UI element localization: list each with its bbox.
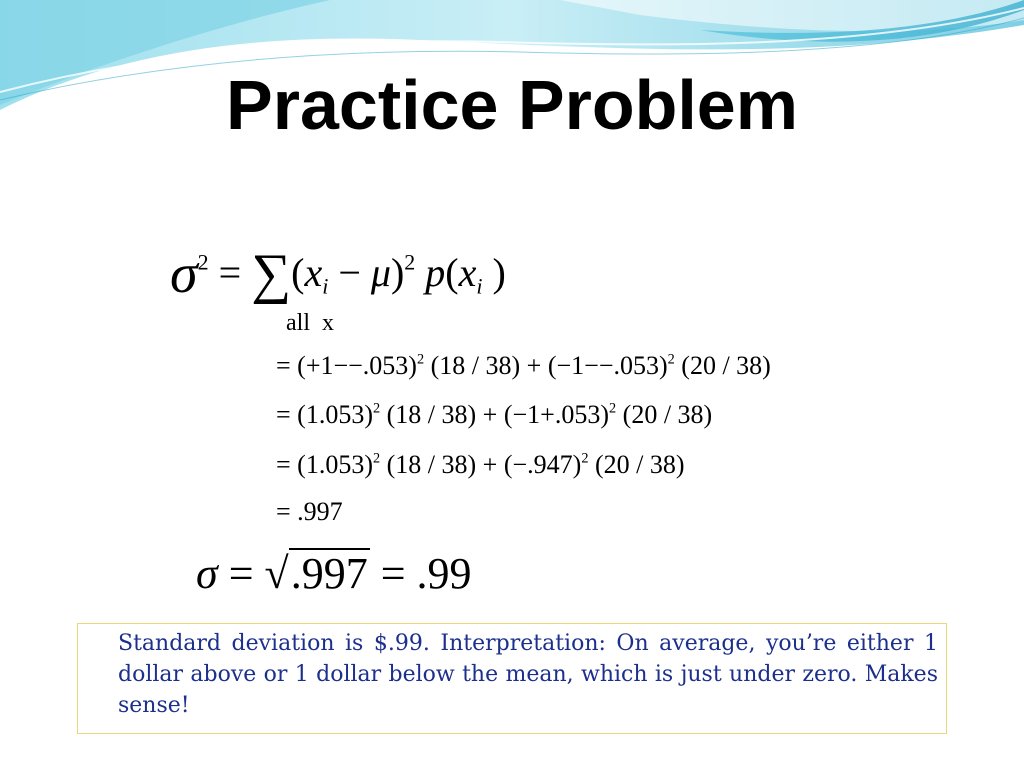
- step-1-part-b: (18 / 38) + (−1−−.053): [424, 351, 668, 380]
- final-result: .99: [416, 549, 472, 598]
- step-3-exp-1: 2: [372, 450, 381, 467]
- step-1-exp-2: 2: [667, 351, 675, 368]
- sigma-symbol: σ: [170, 243, 198, 305]
- page-title: Practice Problem: [226, 66, 798, 144]
- step-3-part-a: = (1.053): [276, 450, 373, 479]
- variance-formula: [170, 238, 506, 303]
- minus-sign: −: [338, 250, 361, 295]
- mu-symbol: μ: [370, 250, 391, 295]
- subscript-i: i: [322, 273, 329, 299]
- square-exponent: 2: [404, 249, 416, 275]
- equals-sign-final-2: =: [380, 549, 406, 598]
- sigma-symbol-final: σ: [196, 549, 218, 598]
- interpretation-callout: [77, 623, 947, 734]
- variance-exponent: 2: [197, 249, 209, 275]
- open-paren: (: [291, 250, 305, 295]
- calc-step-1: [276, 350, 771, 382]
- p-close-paren: ): [492, 250, 506, 295]
- x-variable: x: [304, 250, 323, 295]
- step-4-result: = .997: [276, 497, 343, 526]
- step-2-part-b: (18 / 38) + (−1+.053): [380, 400, 609, 429]
- step-3-part-c: (20 / 38): [588, 450, 685, 479]
- equals-sign: =: [218, 250, 242, 295]
- step-1-exp-1: 2: [416, 351, 425, 368]
- p-x-variable: x: [458, 250, 477, 295]
- sum-limit: all x: [286, 310, 334, 336]
- radical-sign: √: [264, 549, 289, 598]
- step-2-exp-1: 2: [372, 400, 381, 417]
- step-3-exp-2: 2: [581, 450, 589, 467]
- step-2-part-a: = (1.053): [276, 400, 373, 429]
- step-2-part-c: (20 / 38): [616, 400, 713, 429]
- calc-step-3: [276, 449, 685, 481]
- radicand: .997: [290, 549, 368, 598]
- close-paren: ): [390, 250, 405, 295]
- p-open-paren: (: [445, 250, 459, 295]
- step-1-part-a: = (+1−−.053): [276, 351, 417, 380]
- step-2-exp-2: 2: [609, 400, 617, 417]
- step-3-part-b: (18 / 38) + (−.947): [380, 450, 582, 479]
- std-dev-formula: [196, 546, 472, 602]
- p-subscript-i: i: [476, 273, 483, 299]
- calc-step-4: [276, 496, 343, 528]
- p-function: p: [425, 250, 446, 295]
- summation-symbol: ∑: [251, 243, 292, 305]
- equals-sign-final-1: =: [228, 549, 254, 598]
- step-1-part-c: (20 / 38): [674, 351, 771, 380]
- interpretation-text: Standard deviation is $.99. Interpretation: On average, you’re either 1 dollar above or 1 dollar below the mean, which is just under zero. Makes sense!: [118, 631, 938, 718]
- calc-step-2: [276, 399, 712, 431]
